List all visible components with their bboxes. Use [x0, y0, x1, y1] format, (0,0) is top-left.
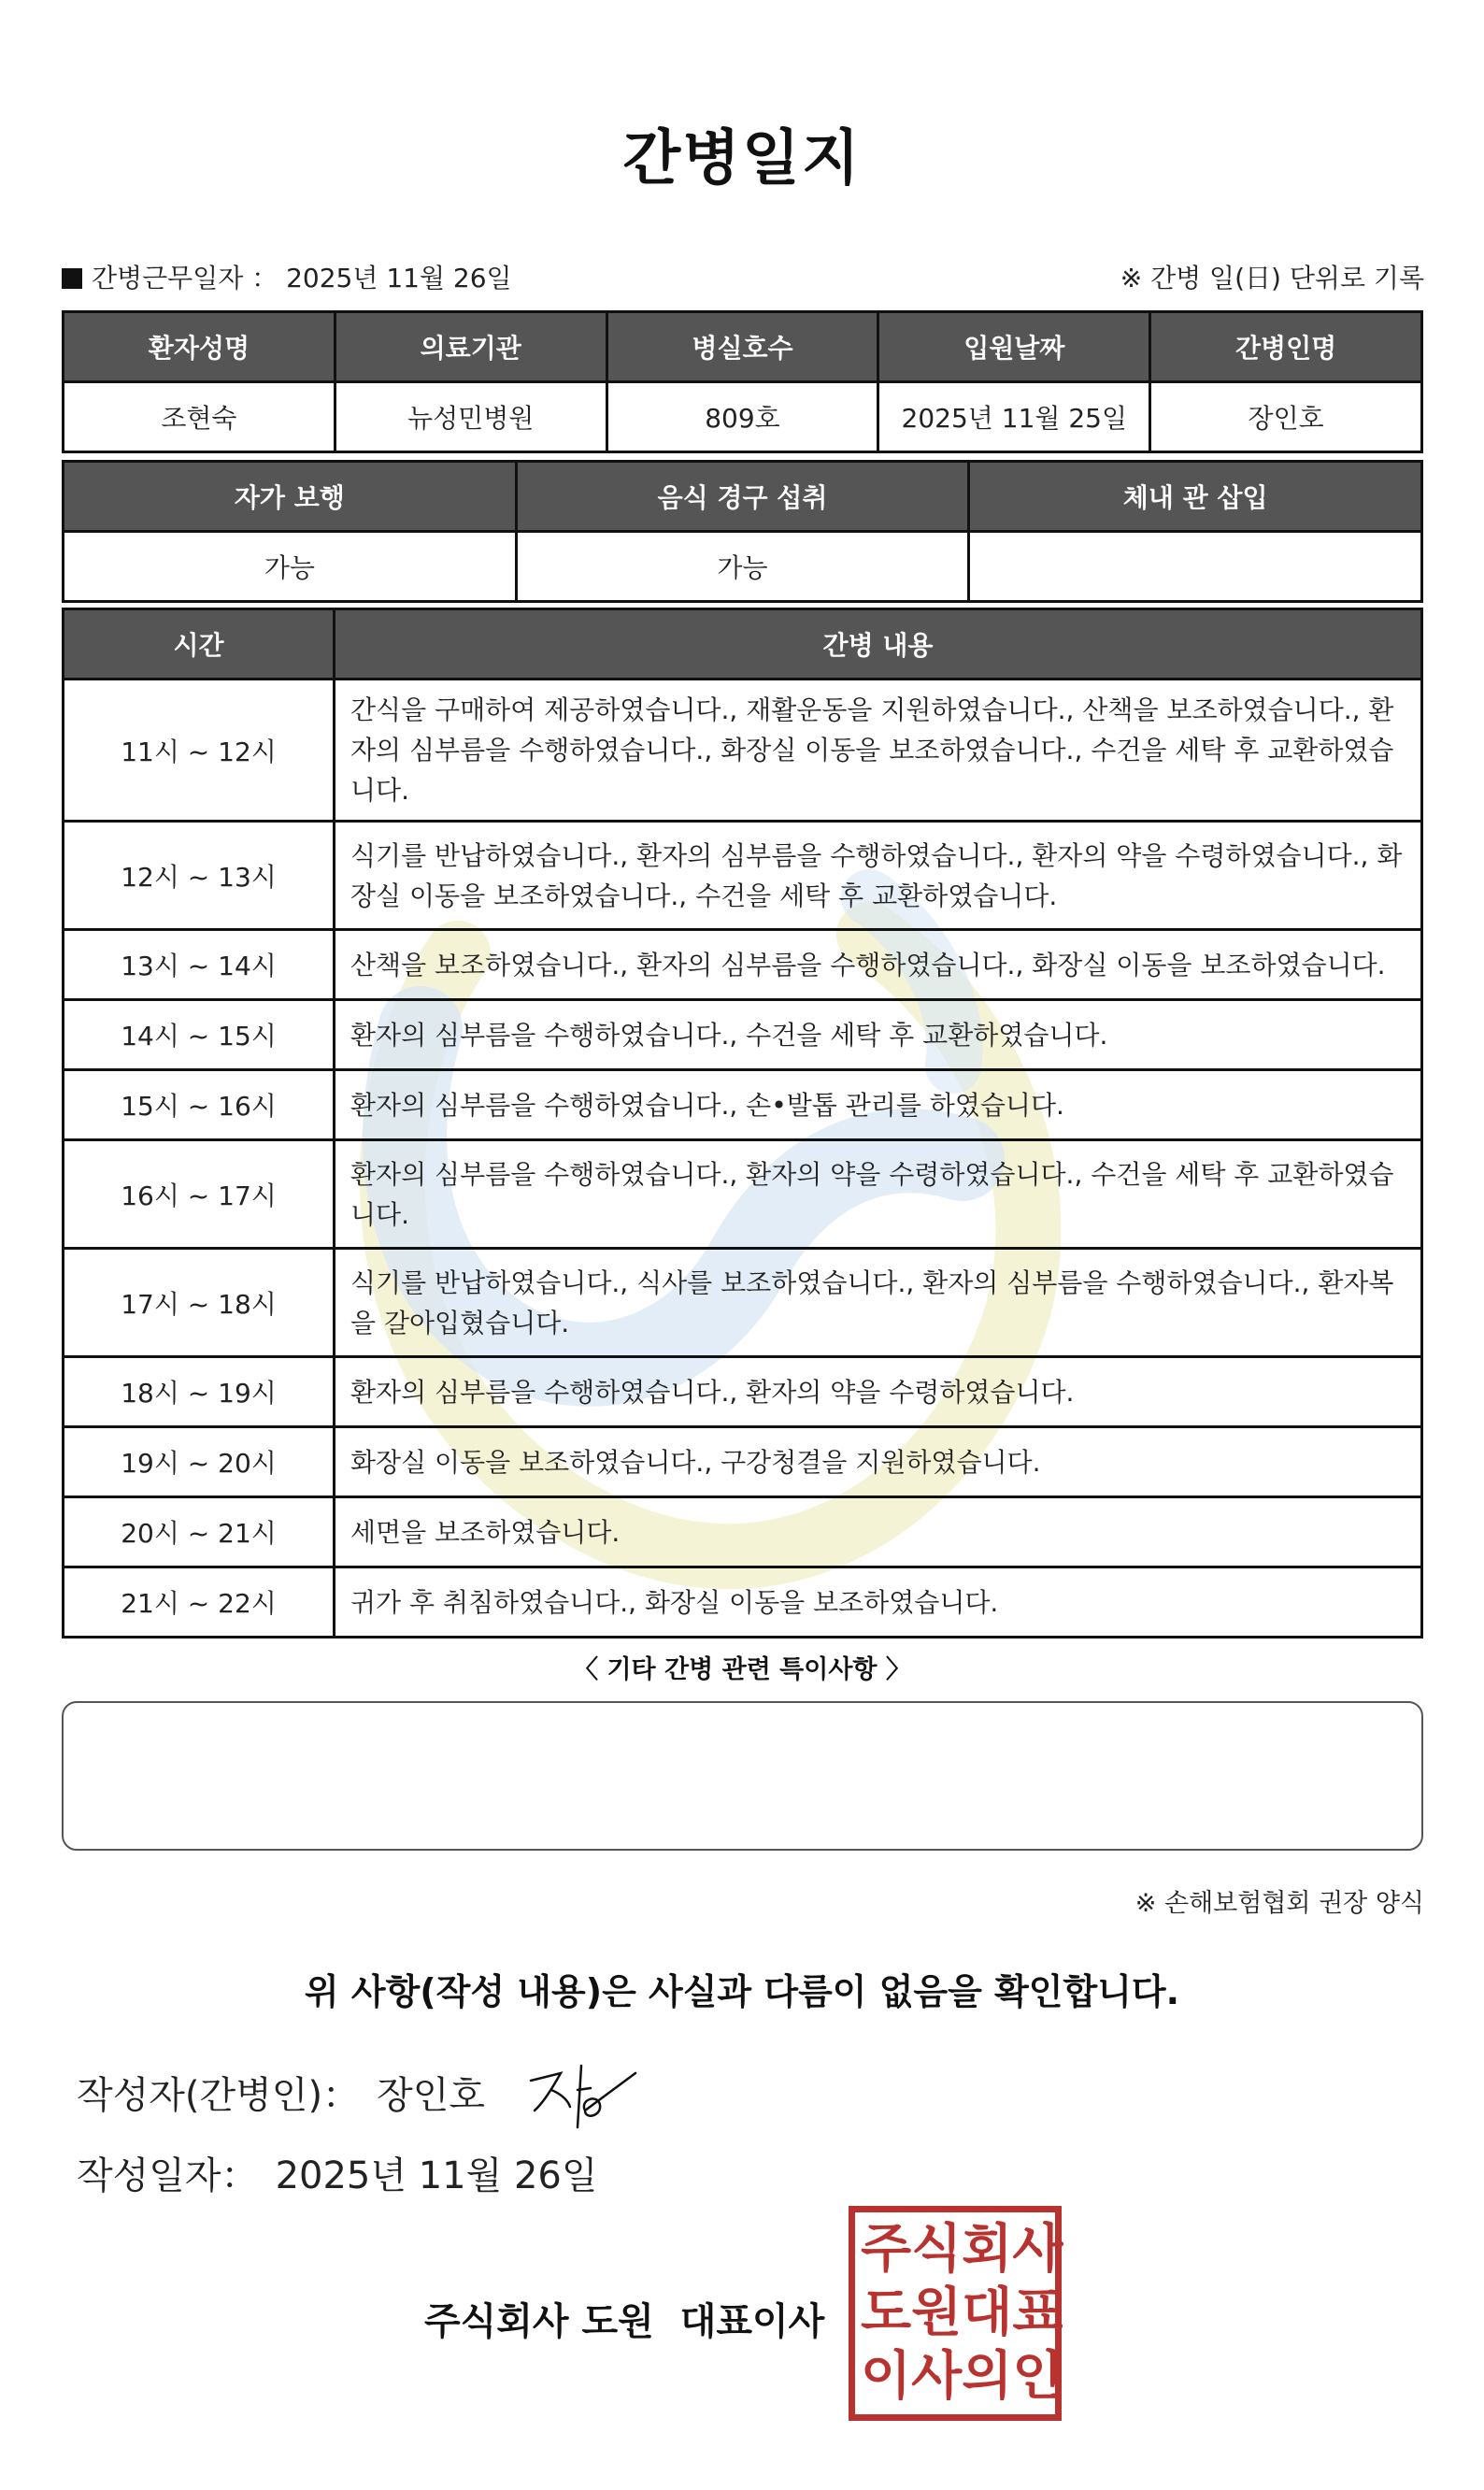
header-admission-date: 입원날짜 [878, 312, 1150, 382]
patient-name: 조현숙 [64, 382, 335, 452]
seal-char: 주 [861, 2219, 912, 2280]
header-care-content: 간병 내용 [335, 609, 1422, 680]
signature-icon [523, 2053, 645, 2137]
log-row-time: 13시 ~ 14시 [64, 930, 335, 1000]
log-row [64, 1427, 1422, 1497]
log-row [64, 1070, 1422, 1140]
seal-char: 식 [911, 2219, 963, 2280]
log-row-content: 환자의 심부름을 수행하였습니다., 수건을 세탁 후 교환하였습니다. [335, 1000, 1422, 1070]
log-row [64, 1249, 1422, 1357]
seal-char: 회 [962, 2219, 1013, 2280]
log-row-time: 19시 ~ 20시 [64, 1427, 335, 1497]
patient-status-table [62, 460, 1423, 603]
log-row-content: 귀가 후 취침하였습니다., 화장실 이동을 보조하였습니다. [335, 1567, 1422, 1638]
written-date-value: 2025년 11월 26일 [275, 2154, 598, 2197]
log-row-time: 11시 ~ 12시 [64, 680, 335, 822]
work-date [62, 258, 512, 295]
room-number: 809호 [606, 382, 878, 452]
log-row-content: 화장실 이동을 보조하였습니다., 구강청결을 지원하였습니다. [335, 1427, 1422, 1497]
writer-label: 작성자(간병인)： [77, 2074, 361, 2117]
square-bullet-icon [62, 268, 82, 289]
seal-char: 도 [861, 2282, 912, 2343]
seal-char: 원 [911, 2282, 963, 2343]
info-header-row [64, 312, 1422, 382]
admission-date: 2025년 11월 25일 [878, 382, 1150, 452]
log-body [64, 680, 1422, 1638]
log-row-content: 환자의 심부름을 수행하였습니다., 손•발톱 관리를 하였습니다. [335, 1070, 1422, 1140]
log-row-content: 환자의 심부름을 수행하였습니다., 환자의 약을 수령하였습니다. [335, 1357, 1422, 1427]
company-line [424, 2292, 824, 2345]
log-row [64, 680, 1422, 822]
seal-char: 사 [1012, 2219, 1063, 2280]
work-date-label: 간병근무일자 ： [92, 263, 278, 293]
header-self-walking: 자가 보행 [64, 462, 517, 532]
log-row-time: 20시 ~ 21시 [64, 1497, 335, 1567]
log-row-time: 14시 ~ 15시 [64, 1000, 335, 1070]
written-date-label: 작성일자： [77, 2154, 259, 2197]
patient-info-table [62, 310, 1423, 453]
tube-insertion-value [969, 532, 1422, 602]
form-note: ※ 손해보험협회 권장 양식 [1134, 1889, 1424, 1918]
header-hospital: 의료기관 [335, 312, 606, 382]
header-time: 시간 [64, 609, 335, 680]
seal-char: 의 [962, 2346, 1013, 2407]
log-row-time: 15시 ~ 16시 [64, 1070, 335, 1140]
oral-intake-value: 가능 [516, 532, 969, 602]
log-row-content: 산책을 보조하였습니다., 환자의 심부름을 수행하였습니다., 화장실 이동을 보조하였습니다. [335, 930, 1422, 1000]
record-note: ※ 간병 일(日) 단위로 기록 [1120, 263, 1424, 293]
header-caregiver-name: 간병인명 [1150, 312, 1422, 382]
log-header-row [64, 609, 1422, 680]
log-row-time: 12시 ~ 13시 [64, 822, 335, 930]
log-row-time: 17시 ~ 18시 [64, 1249, 335, 1357]
log-row [64, 1567, 1422, 1638]
header-oral-intake: 음식 경구 섭취 [516, 462, 969, 532]
log-row-time: 18시 ~ 19시 [64, 1357, 335, 1427]
writer-line [77, 2066, 485, 2119]
log-row-content: 세면을 보조하였습니다. [335, 1497, 1422, 1567]
log-row [64, 822, 1422, 930]
status-header-row [64, 462, 1422, 532]
seal-char: 이 [861, 2346, 912, 2407]
special-notes-box [62, 1701, 1423, 1851]
document-title: 간병일지 [622, 124, 862, 193]
caregiver-name: 장인호 [1150, 382, 1422, 452]
work-date-value: 2025년 11월 26일 [286, 263, 512, 293]
header-room: 병실호수 [606, 312, 878, 382]
company-seal-stamp [849, 2206, 1062, 2421]
special-notes-title: 〈 기타 간병 관련 특이사항 〉 [573, 1655, 911, 1684]
log-row [64, 930, 1422, 1000]
log-row [64, 1497, 1422, 1567]
seal-char: 사 [911, 2346, 963, 2407]
header-patient-name: 환자성명 [64, 312, 335, 382]
company-name: 주식회사 도원 [424, 2300, 654, 2343]
header-tube-insertion: 체내 관 삽입 [969, 462, 1422, 532]
info-value-row [64, 382, 1422, 452]
confirmation-statement: 위 사항(작성 내용)은 사실과 다름이 없음을 확인합니다. [304, 1971, 1180, 2012]
seal-char: 인 [1012, 2346, 1063, 2407]
writer-name: 장인호 [377, 2074, 485, 2117]
log-row-time: 16시 ~ 17시 [64, 1140, 335, 1249]
self-walking-value: 가능 [64, 532, 517, 602]
log-row [64, 1140, 1422, 1249]
log-row-content: 환자의 심부름을 수행하였습니다., 환자의 약을 수령하였습니다., 수건을 세탁 후 교환하였습니다. [335, 1140, 1422, 1249]
written-date-line [77, 2146, 598, 2199]
status-value-row [64, 532, 1422, 602]
log-row-content: 식기를 반납하였습니다., 환자의 심부름을 수행하였습니다., 환자의 약을 수령하였습니다., 화장실 이동을 보조하였습니다., 수건을 세탁 후 교환하였습니다. [335, 822, 1422, 930]
care-log-table [62, 608, 1423, 1639]
log-row-content: 간식을 구매하여 제공하였습니다., 재활운동을 지원하였습니다., 산책을 보조하였습니다., 환자의 심부름을 수행하였습니다., 화장실 이동을 보조하였습니다., 수건을 세탁 후 교환하였습니다. [335, 680, 1422, 822]
seal-char: 대 [962, 2282, 1013, 2343]
log-row-time: 21시 ~ 22시 [64, 1567, 335, 1638]
seal-characters [861, 2218, 1063, 2409]
hospital-name: 뉴성민병원 [335, 382, 606, 452]
log-row-content: 식기를 반납하였습니다., 식사를 보조하였습니다., 환자의 심부름을 수행하였습니다., 환자복을 갈아입혔습니다. [335, 1249, 1422, 1357]
seal-char: 표 [1012, 2282, 1063, 2343]
company-representative-title: 대표이사 [679, 2300, 825, 2343]
log-row [64, 1357, 1422, 1427]
log-row [64, 1000, 1422, 1070]
